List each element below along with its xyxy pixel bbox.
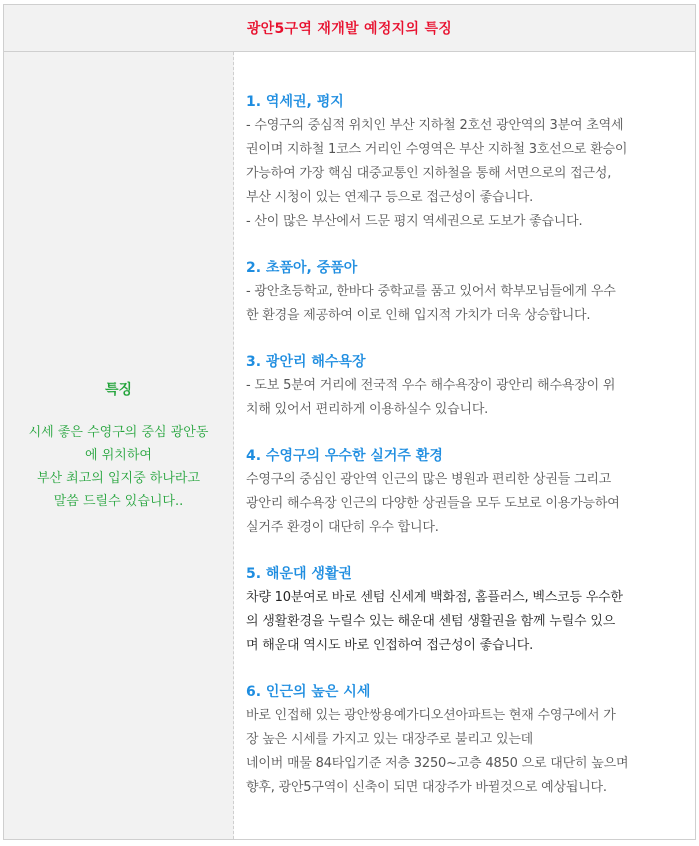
section-line: - 도보 5분여 거리에 전국적 우수 해수욕장이 광안리 해수욕장이 위 [246,378,616,393]
section-line: 한 환경을 제공하여 이로 인해 입지적 가치가 더욱 상승합니다. [246,308,591,323]
section-line: 가능하여 가장 핵심 대중교통인 지하철을 통해 서면으로의 접근성, [246,166,612,181]
page-title: 광안5구역 재개발 예정지의 특징 [246,21,453,37]
section-line: 장 높은 시세를 가지고 있는 대장주로 불리고 있는데 [246,732,534,747]
left-cell-title: 특징 [104,381,133,398]
section-line: 향후, 광안5구역이 신축이 되면 대장주가 바뀔것으로 예상됩니다. [246,780,607,795]
feature-section-5 [246,562,685,658]
section-line: - 광안초등학교, 한바다 중학교를 품고 있어서 학부모님들에게 우수 [246,284,616,299]
section-title: 5. 해운대 생활권 [246,566,352,582]
feature-section-4 [246,444,685,540]
section-line: 수영구의 중심인 광안역 인근의 많은 병원과 편리한 상권들 그리고 [246,472,612,487]
table-body-row [4,52,695,839]
left-summary-line: 에 위치하여 [85,447,152,463]
section-line: 의 생활환경을 누릴수 있는 해운대 센텀 생활권을 함께 누릴수 있으 [246,614,616,629]
section-title: 1. 역세권, 평지 [246,94,344,110]
section-line: - 산이 많은 부산에서 드문 평지 역세권으로 도보가 좋습니다. [246,214,583,229]
section-line: 실거주 환경이 대단히 우수 합니다. [246,520,439,535]
right-content-cell [234,52,695,839]
left-cell-summary [29,421,209,513]
section-title: 2. 초품아, 중품아 [246,260,358,276]
section-line: 광안리 해수욕장 인근의 다양한 상권들을 모두 도보로 이용가능하여 [246,496,620,511]
section-line: 치해 있어서 편리하게 이용하실수 있습니다. [246,402,489,417]
section-line: 부산 시청이 있는 연제구 등으로 접근성이 좋습니다. [246,190,534,205]
feature-section-3 [246,350,685,422]
left-summary-line: 부산 최고의 입지중 하나라고 [36,470,201,486]
section-title: 6. 인근의 높은 시세 [246,684,371,700]
feature-section-2 [246,256,685,328]
section-line: - 수영구의 중심적 위치인 부산 지하철 2호선 광안역의 3분여 초역세 [246,118,624,133]
section-line: 며 해운대 역시도 바로 인접하여 접근성이 좋습니다. [246,638,534,653]
left-summary-line: 말씀 드릴수 있습니다.. [53,493,184,509]
features-table [3,4,696,840]
section-line: 바로 인접해 있는 광안쌍용예가디오션아파트는 현재 수영구에서 가 [246,708,616,723]
section-line: 네이버 매물 84타입기준 저층 3250~고층 4850 으로 대단히 높으며 [246,756,629,771]
section-line: 차량 10분여로 바로 센텀 신세계 백화점, 홈플러스, 벡스코등 우수한 [246,590,623,605]
feature-section-6 [246,680,685,800]
table-header [4,5,695,52]
section-line: 권이며 지하철 1코스 거리인 수영역은 부산 지하철 3호선으로 환승이 [246,142,628,157]
section-title: 4. 수영구의 우수한 실거주 환경 [246,448,443,464]
left-label-cell [4,52,234,839]
section-title: 3. 광안리 해수욕장 [246,354,366,370]
left-summary-line: 시세 좋은 수영구의 중심 광안동 [28,424,209,440]
feature-section-1 [246,90,685,234]
